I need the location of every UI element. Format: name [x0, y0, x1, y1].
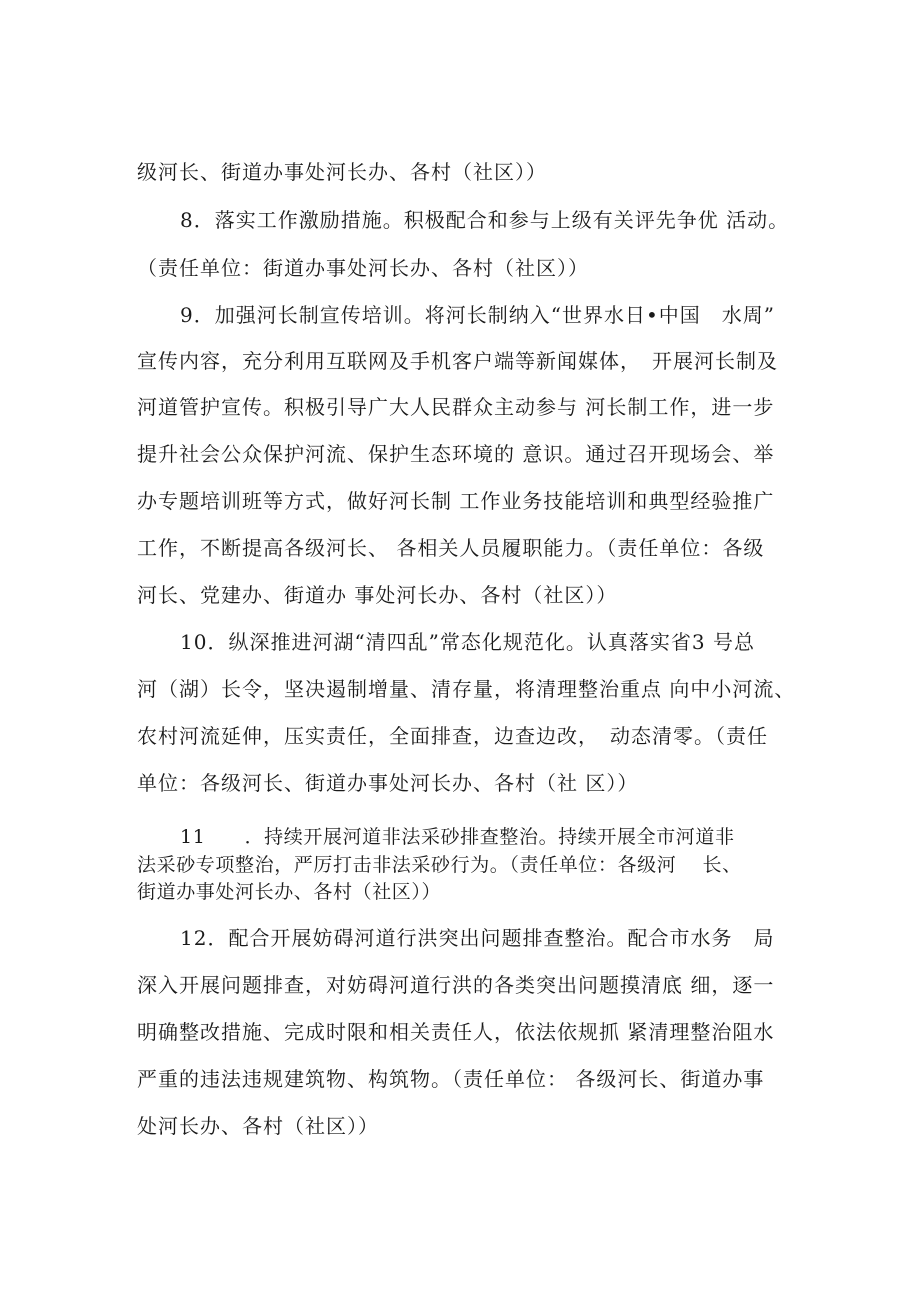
- text-line: 深入开展问题排查，对妨碍河道行洪的各类突出问题摸清底 细，逐一: [137, 973, 775, 997]
- text-line: 办专题培训班等方式，做好河长制 工作业务技能培训和典型经验推广: [137, 489, 775, 513]
- text-line: 河（湖）长令，坚决遏制增量、清存量，将清理整治重点 向中小河流、: [137, 677, 796, 701]
- text-line: 9．加强河长制宣传培训。将河长制纳入“世界水日•中国 水周”: [180, 303, 775, 327]
- text-line: 处河长办、各村（社区））: [137, 1114, 379, 1138]
- text-line: 11 ．持续开展河道非法采砂排查整治。持续开展全市河道非: [180, 826, 735, 848]
- text-line: （责任单位：街道办事处河长办、各村（社区））: [137, 256, 589, 280]
- text-line: 街道办事处河长办、各村（社区））: [137, 881, 442, 903]
- text-line: 明确整改措施、完成时限和相关责任人，依法依规抓 紧清理整治阻水: [137, 1020, 775, 1044]
- text-line: 河道管护宣传。积极引导广大人民群众主动参与 河长制工作，进一步: [137, 395, 775, 419]
- text-line: 宣传内容，充分利用互联网及手机客户端等新闻媒体， 开展河长制及: [137, 349, 778, 373]
- text-line: 河长、党建办、街道办 事处河长办、各村（社区））: [137, 583, 618, 607]
- text-line: 农村河流延伸，压实责任，全面排查，边查边改， 动态清零。（责任: [137, 724, 768, 748]
- text-line: 法采砂专项整治，严厉打击非法采砂行为。（责任单位：各级河 长、: [137, 854, 742, 876]
- text-line: 严重的违法违规建筑物、构筑物。（责任单位： 各级河长、街道办事: [137, 1067, 765, 1091]
- text-line: 12．配合开展妨碍河道行洪突出问题排查整治。配合市水务 局: [180, 926, 775, 950]
- text-line: 单位：各级河长、街道办事处河长办、各村（社 区））: [137, 771, 639, 795]
- text-line: 级河长、街道办事处河长办、各村（社区））: [137, 160, 547, 184]
- text-line: 工作，不断提高各级河长、 各相关人员履职能力。（责任单位：各级: [137, 536, 765, 560]
- text-line: 8．落实工作激励措施。积极配合和参与上级有关评先争优 活动。: [180, 208, 790, 232]
- text-line: 10．纵深推进河湖“清四乱”常态化规范化。认真落实省3 号总: [180, 630, 755, 654]
- text-line: 提升社会公众保护河流、保护生态环境的 意识。通过召开现场会、举: [137, 442, 775, 466]
